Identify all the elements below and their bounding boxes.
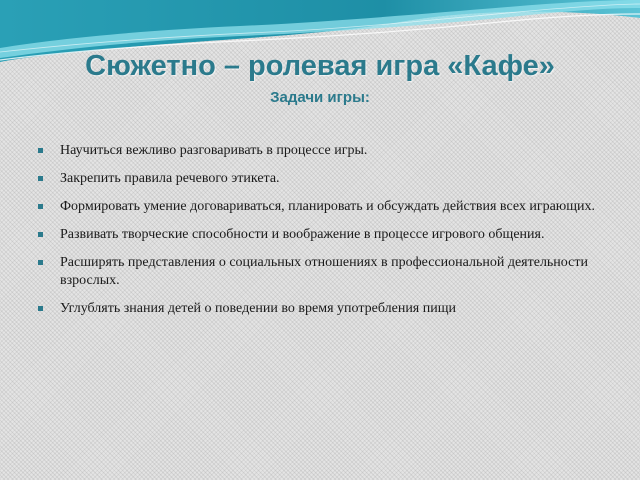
task-item	[38, 300, 598, 318]
bullet-icon	[38, 260, 43, 265]
bullet-icon	[38, 204, 43, 209]
task-item	[38, 142, 598, 160]
task-item	[38, 254, 598, 290]
task-text: Научиться вежливо разговаривать в процессе игры.	[60, 143, 368, 158]
task-item	[38, 198, 598, 216]
task-text: Закрепить правила речевого этикета.	[60, 171, 280, 186]
bullet-icon	[38, 306, 43, 311]
task-text: Углублять знания детей о поведении во время употребления пищи	[60, 301, 457, 316]
task-item	[38, 226, 598, 244]
slide-title: Сюжетно – ролевая игра «Кафе»	[85, 50, 555, 82]
task-item	[38, 170, 598, 188]
slide-subtitle: Задачи игры:	[270, 89, 370, 106]
task-list	[38, 142, 598, 328]
task-text: Развивать творческие способности и воображение в процессе игрового общения.	[60, 227, 545, 242]
task-text: Формировать умение договариваться, планировать и обсуждать действия всех играющих.	[60, 199, 596, 214]
task-text: Расширять представления о социальных отношениях в профессиональной деятельности взрослых.	[60, 255, 588, 288]
bullet-icon	[38, 148, 43, 153]
bullet-icon	[38, 232, 43, 237]
bullet-icon	[38, 176, 43, 181]
